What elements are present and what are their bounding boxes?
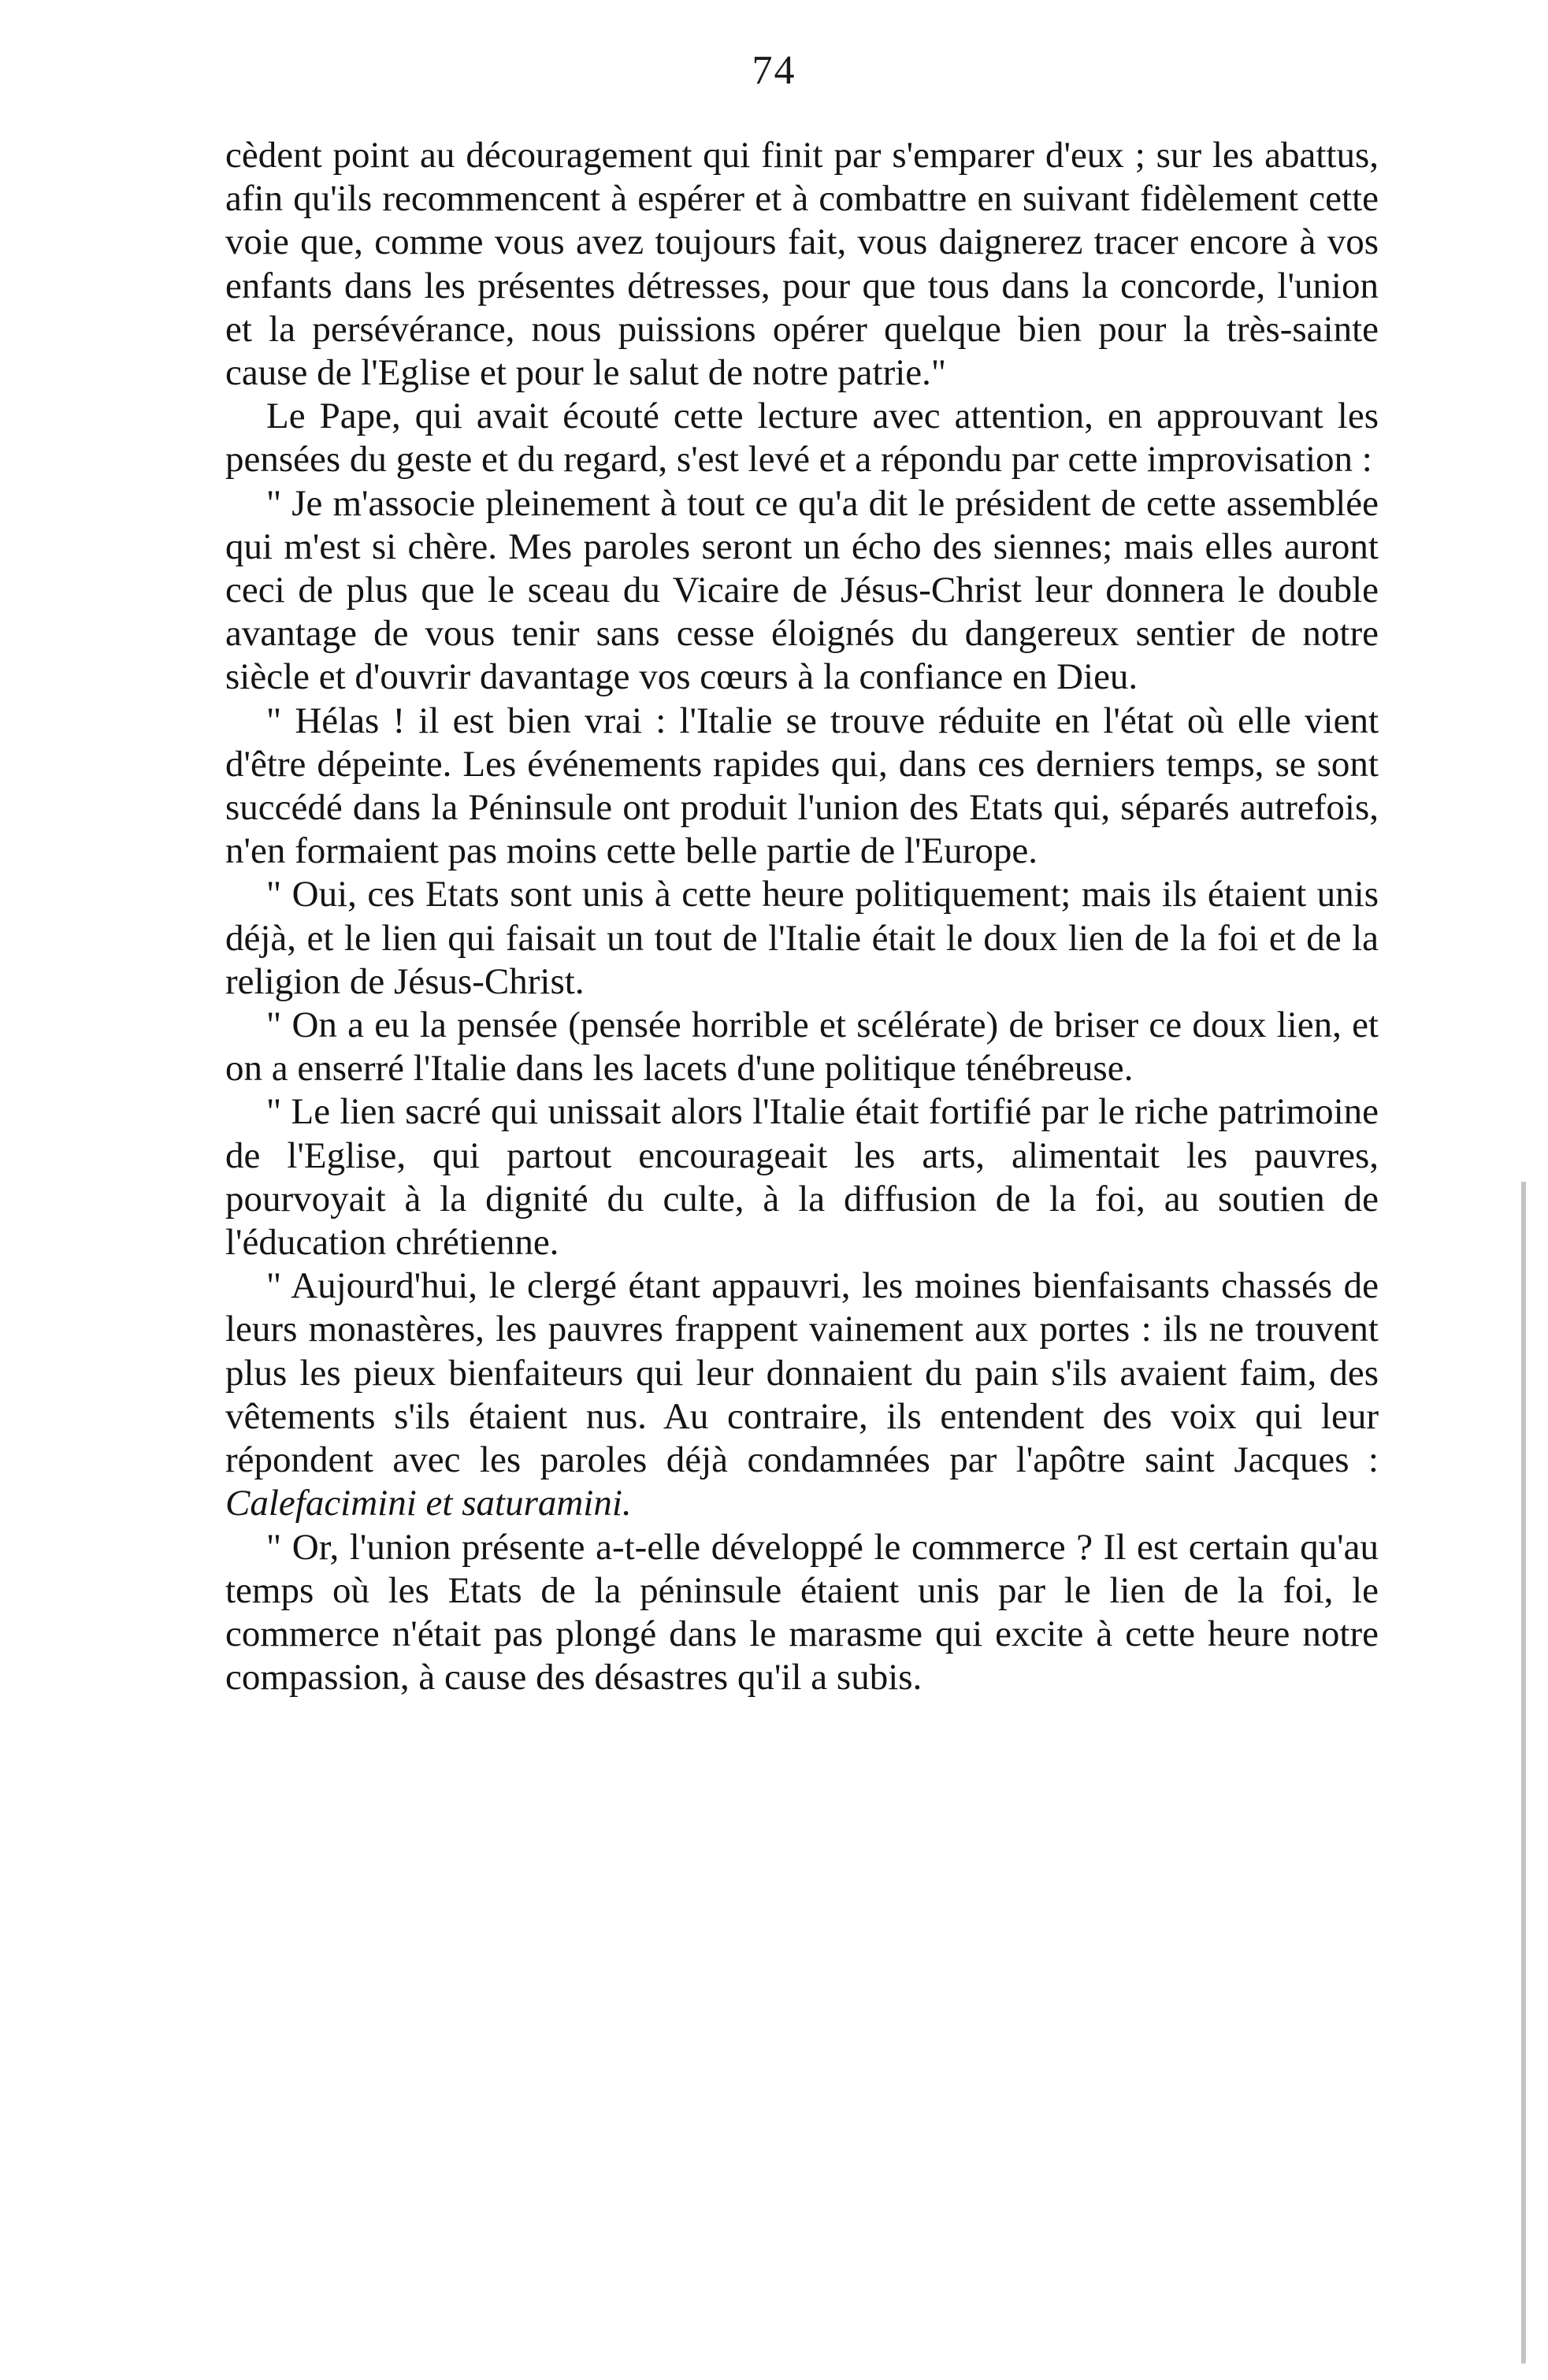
- paragraph: " Hélas ! il est bien vrai : l'Italie se trouve réduite en l'état où elle vient d'être dépeinte. Les événements rapides qui, dans ces derniers temps, se sont succédé dans la Péninsule ont produit l'union des Etats qui, séparés autrefois, n'en formaient pas moins cette belle partie de l'Europe.: [225, 700, 1379, 872]
- paragraph: Le Pape, qui avait écouté cette lecture avec attention, en approuvant les pensées du geste et du regard, s'est levé et a répondu par cette improvisation :: [225, 395, 1379, 481]
- paragraph: " Or, l'union présente a-t-elle développé le commerce ? Il est certain qu'au temps où les Etats de la péninsule étaient unis par le lien de la foi, le commerce n'était pas plongé dans le marasme qui excite à cette heure notre compassion, à cause des désastres qu'il a subis.: [225, 1526, 1379, 1699]
- paragraph: " Oui, ces Etats sont unis à cette heure politiquement; mais ils étaient unis déjà, et le lien qui faisait un tout de l'Italie était le doux lien de la foi et de la religion de Jésus-Christ.: [225, 874, 1379, 1002]
- paragraph: [225, 1264, 1379, 1525]
- page-number: 74: [752, 48, 796, 93]
- latin-quote: Calefacimini et saturamini.: [225, 1483, 632, 1524]
- paragraph: cèdent point au découragement qui finit par s'emparer d'eux ; sur les abattus, afin qu'ils recommencent à espérer et à combattre en suivant fidèlement cette voie que, comme vous avez toujours fait, vous daignerez tracer encore à vos enfants dans les présentes détresses, pour que tous dans la concorde, l'union et la persévérance, nous puissions opérer quelque bien pour la très-sainte cause de l'Eglise et pour le salut de notre patrie.": [225, 135, 1379, 394]
- paragraph: " Je m'associe pleinement à tout ce qu'a dit le président de cette assemblée qui m'est si chère. Mes paroles seront un écho des siennes; mais elles auront ceci de plus que le sceau du Vicaire de Jésus-Christ leur donnera le double avantage de vous tenir sans cesse éloignés du dangereux sentier de notre siècle et d'ouvrir davantage vos cœurs à la confiance en Dieu.: [225, 482, 1379, 698]
- paragraph-text: " Aujourd'hui, le clergé étant appauvri, les moines bienfaisants chassés de leurs monastères, les pauvres frappent vainement aux portes : ils ne trouvent plus les pieux bienfaiteurs qui leur donnaient du pain s'ils avaient faim, des vêtements s'ils étaient nus. Au contraire, ils entendent des voix qui leur répondent avec les paroles déjà condamnées par l'apôtre saint Jacques :: [225, 1265, 1379, 1481]
- paragraph: " Le lien sacré qui unissait alors l'Italie était fortifié par le riche patrimoine de l'Eglise, qui partout encourageait les arts, alimentait les pauvres, pourvoyait à la dignité du culte, à la diffusion de la foi, au soutien de l'éducation chrétienne.: [225, 1091, 1379, 1264]
- page-edge-shadow: [1521, 1182, 1526, 2363]
- page-body: [225, 134, 1379, 1699]
- paragraph: " On a eu la pensée (pensée horrible et scélérate) de briser ce doux lien, et on a enserré l'Italie dans les lacets d'une politique ténébreuse.: [225, 1004, 1379, 1090]
